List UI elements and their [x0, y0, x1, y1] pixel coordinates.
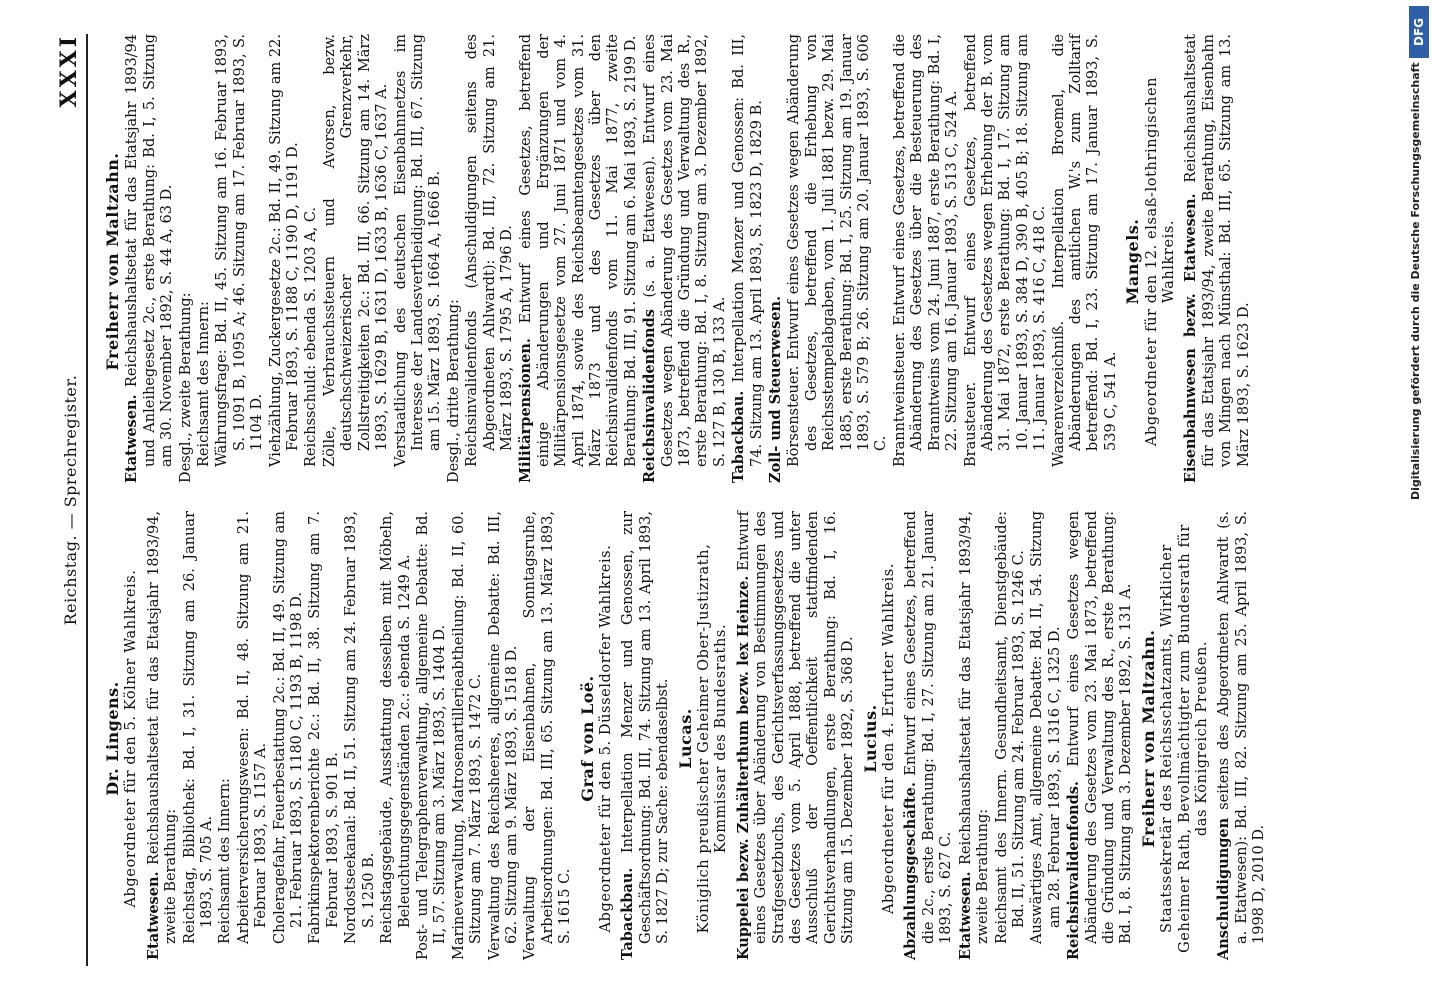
index-entry: Verwaltung des Reichsheeres, allgemeine Debatte: Bd. III, 62. Sitzung am 9. März 1893, S. 1518 D.: [486, 511, 520, 960]
entry-text: (s. a. Etatwesen). Entwurf eines Gesetzes wegen Abänderung des Gesetzes vom 23. Mai 1873, betreffend die Gründung und Verwaltung des R., erste Berathung: Bd. I, 8. Sitzung am 3. Dezember 1892, S. 127 B, 130 B, 133 A.: [642, 34, 728, 467]
index-entry: Waarenverzeichniß. Interpellation Broemel, die Abänderungen des amtlichen W.'s zum Zolltarif betreffend: Bd. I, 23. Sitzung am 17. Januar 1893, S. 539 C, 541 A.: [1050, 34, 1119, 467]
entry-text: Entwurf eines Gesetzes, betreffend einige Abänderungen und Ergänzungen der Militärpensionsgesetze vom 27. Juni 1871 und vom 4. April 1874, sowie des Reichsbeamtengesetzes vom 31. März 1873 und des Gesetzes über den Reichsinvalidenfonds vom 11. Mai 1877, zweite Berathung: Bd. III, 91. Sitzung am 6. Mai 1893, S. 2199 D.: [518, 33, 639, 467]
funding-note: Digitalisierung gefördert durch die Deutsche Forschungsgemeinschaft: [1409, 62, 1422, 500]
index-entry: Post- und Telegraphenverwaltung, allgemeine Debatte: Bd. II, 57. Sitzung am 3. März 1893, S. 1404 D.: [414, 511, 449, 960]
speaker-name: Freiherr von Maltzahn.: [1138, 629, 1158, 848]
entry-term: Zoll- und Steuerwesen.: [767, 295, 785, 483]
page-number: XXXI: [56, 34, 82, 108]
speaker-name: Dr. Lingens.: [103, 681, 122, 796]
entry-text: Reichshaushaltsetat für das Etatsjahr 1893/94, zweite Berathung, Eisenbahn von Mingen nach Münsthal: Bd. III, 65. Sitzung am 13. März 1893, S. 1623 D.: [1183, 33, 1252, 467]
index-entry: Reichsamt des Innern:: [196, 301, 213, 467]
speaker-name: Freiherr von Maltzahn.: [103, 152, 122, 371]
entry-text: Reichshaushaltsetat für das Etatsjahr 1893/94, zweite Berathung:: [957, 510, 992, 944]
index-entry: Verstaatlichung des deutschen Eisenbahnnetzes im Interesse der Landesvertheidigung: Bd. III, 67. Sitzung am 15. März 1893, S. 1664 A, 1666 B.: [392, 34, 444, 467]
index-entry: [735, 511, 858, 966]
index-entry: [1065, 511, 1136, 966]
index-entry: Marineverwaltung, Matrosenartillerieabtheilung: Bd. II, 60. Sitzung am 7. März 1893, S. 1472 C.: [450, 511, 485, 960]
entry-term: Kuppelei bezw. Zuhälterthum bezw. lex Heinze.: [734, 575, 752, 960]
entry-term: Etatwesen.: [144, 871, 162, 960]
index-entry: Brausteuer. Entwurf eines Gesetzes, betreffend Abänderung des Gesetzes wegen Erhebung der B. vom 31. Mai 1872, erste Berathung: Bd. I, 17. Sitzung am 10. Januar 1893, S. 384 D, 390 B, 405 B; 18. Sitzung am 11. Januar 1893, S. 416 C, 418 C.: [962, 34, 1049, 467]
entry-term: Reichsinvalidenfonds: [641, 309, 659, 483]
right-column: [100, 34, 1270, 489]
speaker-description: Abgeordneter für den 5. Düsseldorfer Wahlkreis.: [597, 544, 614, 933]
entry-text: Reichshaushaltsetat für das Etatsjahr 1893/94 und Anleihegesetz 2c., erste Berathung: Bd. I, 5. Sitzung am 30. November 1892, S. 44 A, 63 D.: [124, 33, 176, 467]
index-entry: Zölle, Verbrauchssteuern und Avorsen, bezw. deutschschweizerischer Grenzverkehr, Zollstreitigkeiten 2c.: Bd. III, 66. Sitzung am 14. März 1893, S. 1629 B, 1631 D, 1633 B, 1636 C, 1637 A.: [321, 34, 391, 467]
index-entry: Branntweinsteuer. Entwurf eines Gesetzes, betreffend die Abänderung des Gesetzes über die Besteuerung des Branntweins vom 24. Juni 1887, erste Berathung: Bd. I, 22. Sitzung am 16. Januar 1893, S. 513 C, 524 A.: [891, 34, 961, 467]
entry-text: Entwurf eines Gesetzes wegen Abänderung des Gesetzes vom 23. Mai 1873, betreffend die Gründung und Verwaltung des R., erste Berathung: Bd. I, 8. Sitzung am 3. Dezember 1892, S. 131 A.: [1066, 510, 1135, 944]
entry-text: Entwurf eines Gesetzes über Abänderung von Bestimmungen des Strafgesetzbuchs, des Gerichtsverfassungsgesetzes und des Gesetzes vom 5. April 1888, betreffend die unter Ausschluß der Oeffentlichkeit stattfindenden Gerichtsverhandlungen, erste Berathung: Bd. I, 16. Sitzung am 15. Dezember 1892, S. 368 D.: [735, 511, 857, 944]
index-entry: [957, 511, 993, 966]
index-entry: [767, 34, 785, 489]
index-entry: Reichsamt des Innern. Gesundheitsamt, Dienstgebäude: Bd. II, 51. Sitzung am 24. Februar 1893, S. 1246 C.: [993, 511, 1027, 944]
index-entry: [123, 34, 176, 489]
speaker-name: Mangels.: [1123, 218, 1143, 305]
index-entry: Arbeiterversicherungswesen: Bd. II, 48. Sitzung am 21. Februar 1893, S. 1157 A.: [235, 511, 270, 944]
page-header: [42, 34, 88, 966]
entry-text: Entwurf eines Gesetzes, betreffend die 2c., erste Berathung: Bd. I, 27. Sitzung am 21. Januar 1893, S. 627 C.: [903, 511, 955, 944]
speaker-name: Graf von Loë.: [577, 675, 597, 802]
index-entry: Auswärtiges Amt, allgemeine Debatte: Bd. II, 54. Sitzung am 28. Februar 1893, S. 1316 C, 1325 D.: [1029, 511, 1063, 944]
index-entry: Desgl., dritte Berathung:: [445, 299, 462, 483]
entry-term: Anschuldigungen: [1215, 817, 1233, 960]
entry-term: Abzahlungsgeschäfte.: [902, 782, 920, 960]
speaker-description: Abgeordneter für den 4. Erfurter Wahlkreis.: [881, 562, 898, 915]
index-entry: [517, 34, 640, 489]
entry-term: Eisenbahnwesen bezw. Etatwesen.: [1182, 193, 1200, 483]
index-entry: [641, 34, 729, 489]
index-entry: Reichsamt des Innern:: [217, 778, 234, 944]
speaker-description: Abgeordneter für den 5. Kölner Wahlkreis.: [123, 569, 140, 908]
rotated-page: [36, 20, 1388, 980]
index-entry: Währungsfrage: Bd. II, 45. Sitzung am 16. Februar 1893, S. 1091 B, 1095 A; 46. Sitzung am 17. Februar 1893, S. 1104 D.: [214, 34, 266, 467]
index-entry: Viehzählung, Zuckergesetze 2c.: Bd. II, 49. Sitzung am 22. Februar 1893, S. 1188 C, 1190 D, 1191 D.: [267, 34, 302, 467]
index-entry: Nordostseekanal: Bd. II, 51. Sitzung am 24. Februar 1893, S. 1250 B.: [343, 511, 377, 944]
left-column: [100, 511, 1270, 966]
entry-text: Reichshaushaltsetat für das Etatsjahr 1893/94, zweite Berathung:: [145, 510, 180, 944]
entry-text: Interpellation Menzer und Genossen: Bd. III, 74. Sitzung am 13. April 1893, S. 1823 D, 1829 B.: [731, 33, 765, 467]
index-entry: Desgl., zweite Berathung:: [177, 292, 194, 483]
speaker-description: Staatssekretär des Reichsschatzamts, Wirklicher Geheimer Rath, Bevollmächtigter zum Bundesrath für das Königreich Preußen.: [1159, 524, 1210, 953]
entry-term: Militärpensionen.: [517, 338, 535, 483]
running-title: Reichstag. — Sprechregister.: [61, 374, 80, 626]
entry-text: Interpellation Menzer und Genossen, zur Geschäftsordnung: Bd. III, 74. Sitzung am 13. April 1893, S. 1827 D; zur Sache: ebendaselbst.: [620, 511, 672, 944]
index-entry: Fabrikinspektorenberichte 2c.: Bd. II, 38. Sitzung am 7. Februar 1893, S. 901 B.: [307, 511, 341, 944]
index-entry: Börsensteuer. Entwurf eines Gesetzes wegen Abänderung des Gesetzes, betreffend die Erhebung von Reichsstempelabgaben, vom 1. Juli 1881 bezw. 29. Mai 1885, erste Berathung: Bd. I, 25. Sitzung am 19. Januar 1893, S. 579 B; 26. Sitzung am 20. Januar 1893, S. 606 C.: [786, 34, 890, 467]
speaker-description: Königlich preußischer Geheimer Ober-Justizrath, Kommissar des Bundesraths.: [696, 543, 730, 934]
dfg-logo: DFG: [1409, 6, 1429, 58]
funding-sidebar: [1406, 0, 1432, 1000]
entry-term: Tabackbau.: [619, 867, 637, 960]
speaker-name: Lucius.: [860, 704, 880, 773]
index-entry: [730, 34, 766, 489]
speaker-description: Abgeordneter für den 12. elsaß-lothringischen Wahlkreis.: [1143, 76, 1177, 447]
index-entry: Choleragefahr, Feuerbestattung 2c.: Bd. II, 49. Sitzung am 21. Februar 1893, S. 1180 C, 1193 B, 1198 D.: [271, 511, 306, 944]
index-entry: Reichstag, Bibliothek: Bd. I, 31. Sitzung am 26. Januar 1893, S. 705 A.: [181, 511, 216, 944]
speaker-name: Lucas.: [675, 708, 695, 769]
index-entry: Verwaltung der Eisenbahnen, Sonntagsruhe, Arbeitsordnungen: Bd. III, 65. Sitzung am 13. März 1893, S. 1615 C.: [522, 511, 574, 960]
index-entry: [145, 511, 181, 966]
entry-text: seitens des Abgeordneten Ahlwardt (s. a. Etatwesen): Bd. III, 82. Sitzung am 25. April 1893, S. 1998 D, 2010 D.: [1216, 511, 1268, 944]
entry-term: Etatwesen.: [123, 394, 141, 483]
entry-term: Etatwesen.: [956, 871, 974, 960]
index-entry: Reichsschuld: ebenda S. 1203 A, C.: [303, 206, 320, 467]
index-entry: Reichsinvalidenfonds (Anschuldigungen seitens des Abgeordneten Ahlwardt): Bd. III, 72. Sitzung am 21. März 1893, S. 1795 A, 1796 D.: [464, 34, 515, 467]
index-entry: [902, 511, 955, 966]
index-entry: [1215, 511, 1268, 966]
index-entry: [619, 511, 672, 966]
index-entry: Reichstagsgebäude, Ausstattung desselben mit Möbeln, Beleuchtungsgegenständen 2c.: ebenda S. 1249 A.: [379, 511, 413, 944]
index-entry: [1182, 34, 1253, 489]
entry-term: Reichsinvalidenfonds.: [1065, 781, 1083, 960]
entry-term: Tabackbau.: [730, 390, 748, 483]
